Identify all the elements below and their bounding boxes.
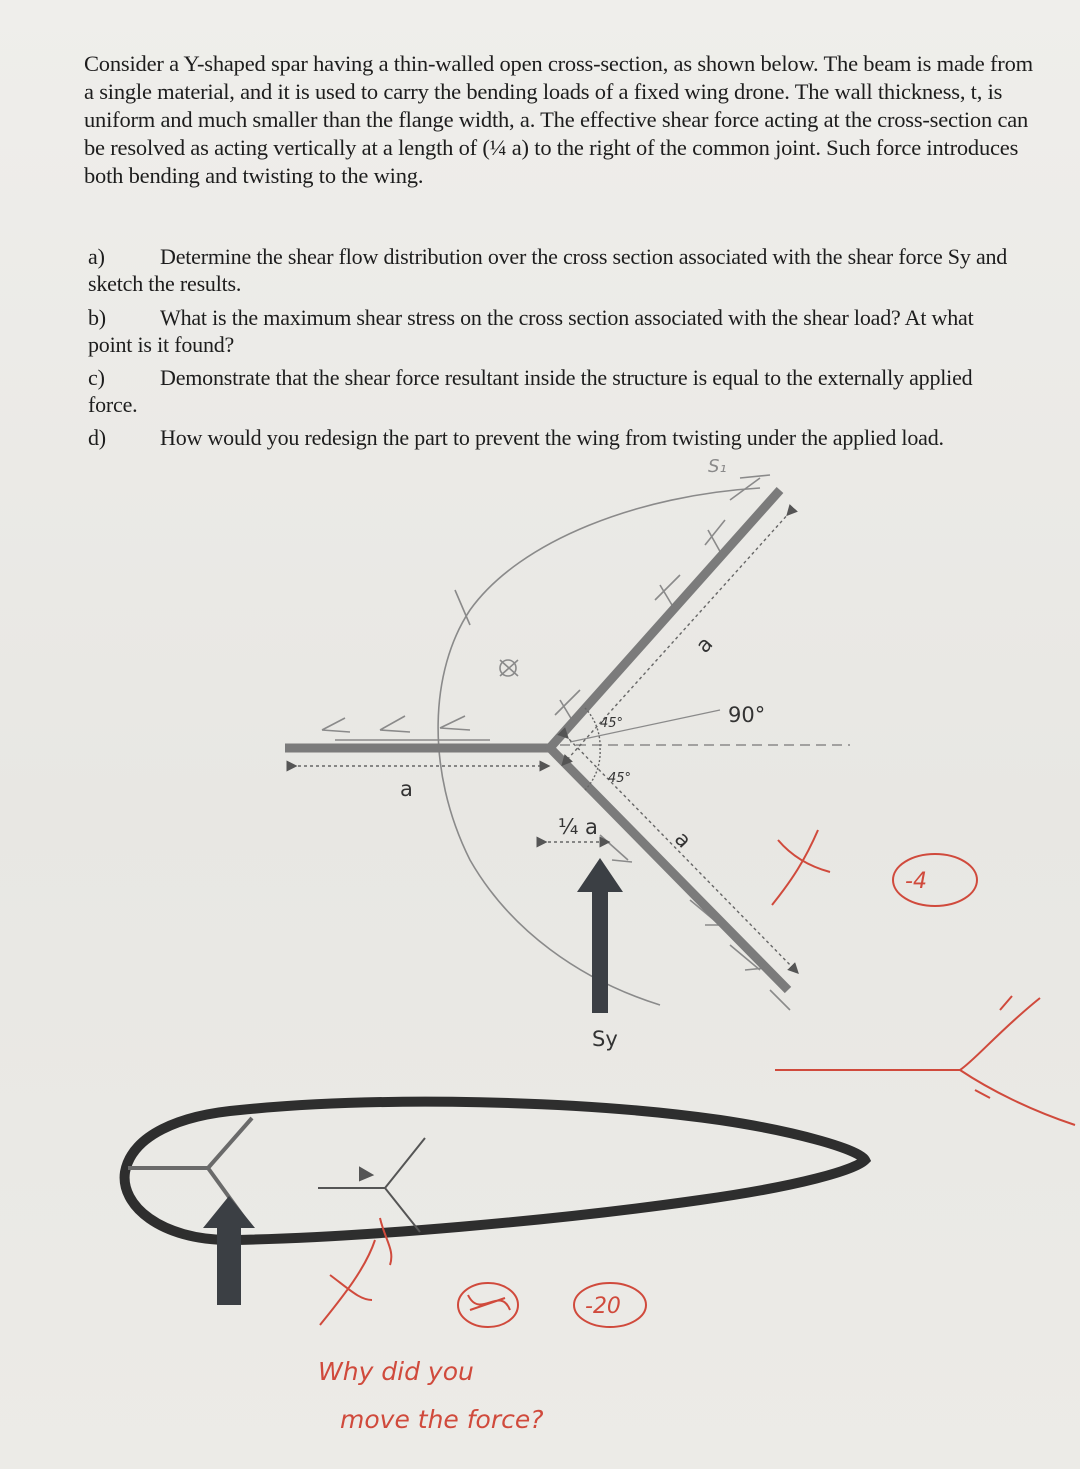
right-angle-label: 90° bbox=[728, 703, 766, 727]
score-minus-20: -20 bbox=[585, 1294, 621, 1319]
problem-statement: Consider a Y-shaped spar having a thin-walled open cross-section, as shown below. The beam is made from a single material, and it is used to carry the bending loads of a fixed wing drone. The wall thickness, t, is uniform and much smaller than the flange width, a. The effective shear force acting at the cross-section can be resolved as acting vertically at a length of (¼ a) to the right of the common joint. Such force introduces both bending and twisting to the wing. bbox=[84, 51, 1033, 188]
score-minus-4: -4 bbox=[905, 869, 927, 894]
offset-label: ¼ a bbox=[558, 815, 598, 839]
left-flange-label: a bbox=[400, 777, 413, 801]
grader-comment-line2: move the force? bbox=[340, 1405, 544, 1434]
red-cross-mark-2 bbox=[320, 1240, 375, 1325]
s1-pencil-label: S₁ bbox=[708, 456, 727, 477]
red-cross-mark bbox=[772, 830, 830, 905]
wing-airfoil bbox=[125, 1102, 865, 1305]
upper-angle-label: 45° bbox=[600, 716, 624, 731]
question-b-label: b) bbox=[88, 305, 106, 330]
question-a-label: a) bbox=[88, 244, 105, 269]
question-d-text: How would you redesign the part to prevent the wing from twisting under the applied load. bbox=[160, 425, 944, 450]
upper-flange-label: a bbox=[691, 631, 718, 658]
pencil-wing-sketch bbox=[318, 1138, 425, 1232]
question-c-text: Demonstrate that the shear force resultant inside the structure is equal to the externally applied force. bbox=[88, 365, 973, 417]
grader-comment-line1: Why did you bbox=[318, 1357, 474, 1386]
shear-force-arrow bbox=[577, 858, 623, 1013]
question-c-label: c) bbox=[88, 365, 105, 390]
grader-marks bbox=[320, 830, 1075, 1327]
pencil-sketch bbox=[322, 475, 850, 1010]
question-b-text: What is the maximum shear stress on the cross section associated with the shear load? At what point is it found? bbox=[88, 305, 974, 357]
wing-force-arrow bbox=[203, 1196, 255, 1305]
question-a-text: Determine the shear flow distribution over the cross section associated with the shear force Sy and sketch the results. bbox=[88, 244, 1008, 296]
red-y-sketch bbox=[775, 998, 1075, 1125]
scribble-circle bbox=[458, 1283, 518, 1327]
force-label: Sy bbox=[592, 1027, 618, 1051]
angle-marks bbox=[585, 708, 600, 790]
dimensions bbox=[292, 512, 795, 970]
lower-flange-label: a bbox=[669, 826, 697, 853]
lower-angle-label: 45° bbox=[608, 771, 632, 786]
question-d-label: d) bbox=[88, 425, 106, 450]
lower-flange bbox=[548, 746, 788, 990]
